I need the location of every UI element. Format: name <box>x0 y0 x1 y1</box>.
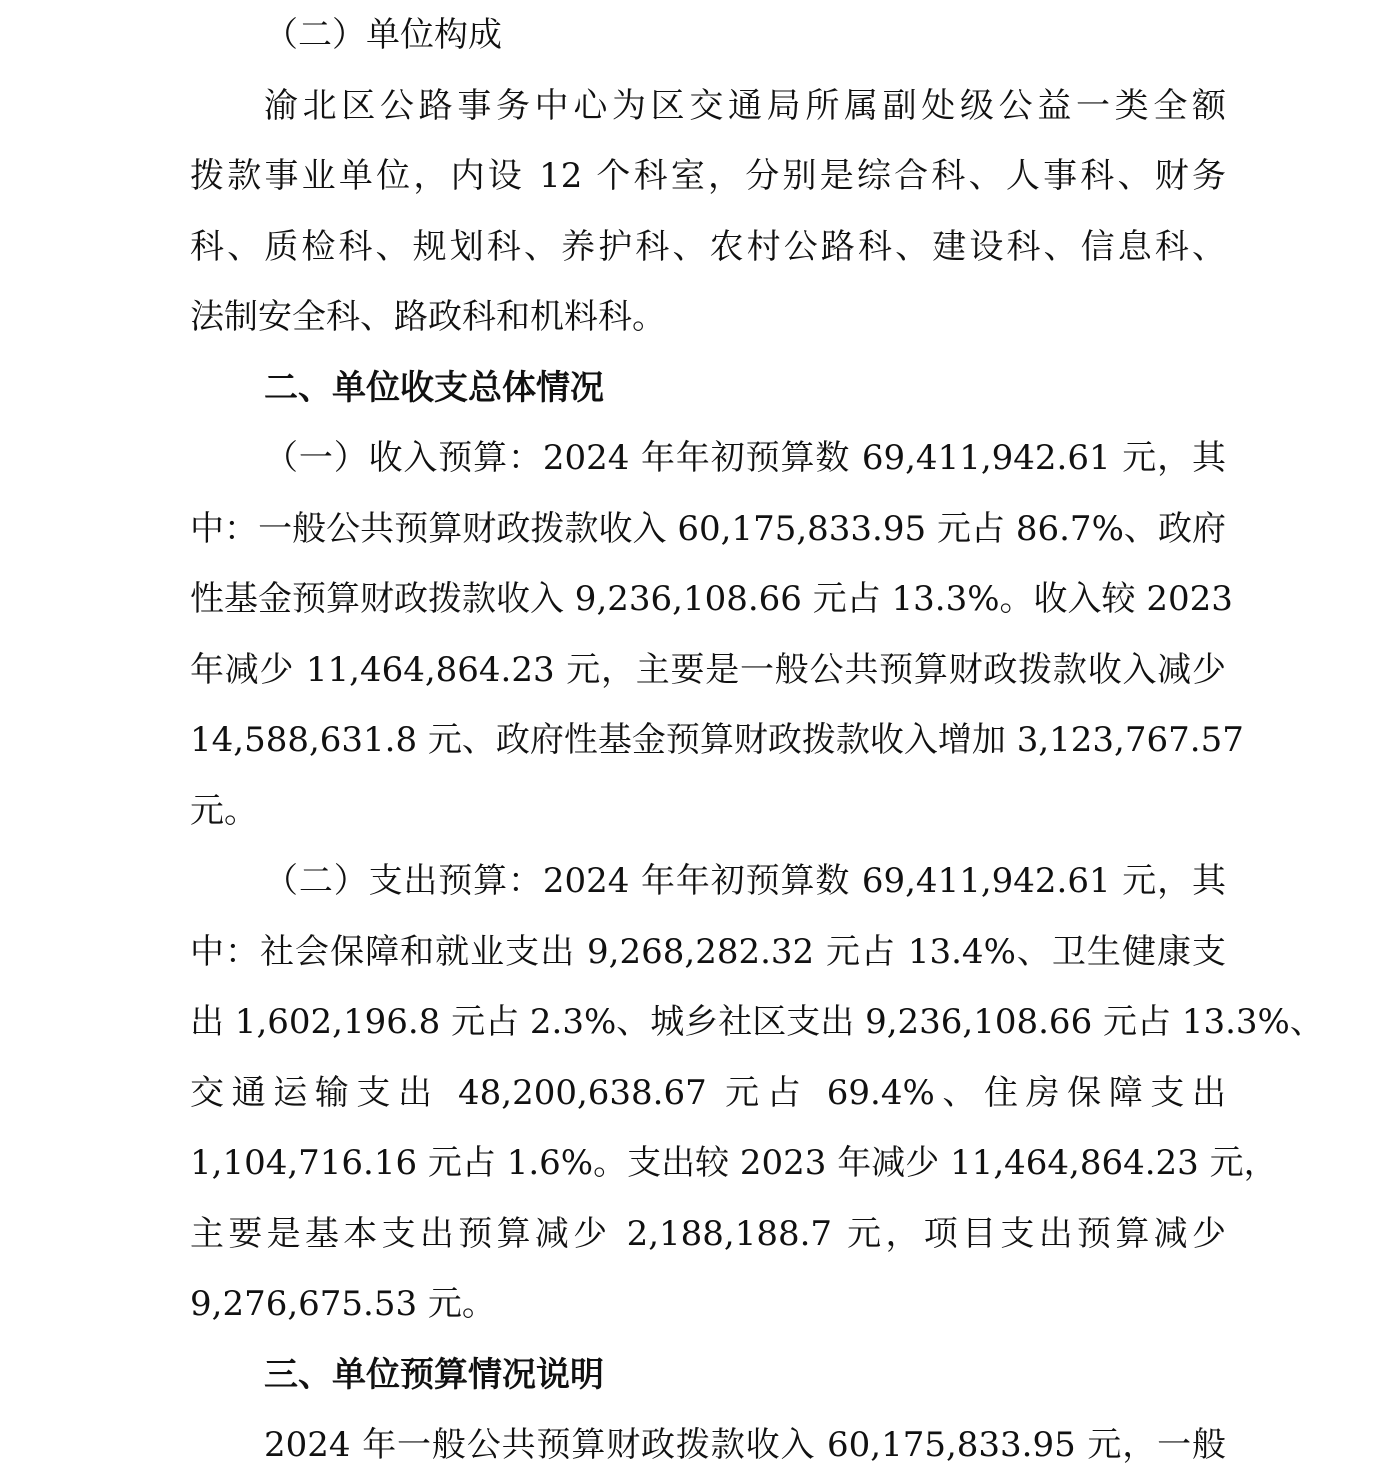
paragraph-line: 法制安全科、路政科和机料科。 <box>190 297 666 337</box>
paragraph-line: 年减少 11,464,864.23 元，主要是一般公共预算财政拨款收入减少 <box>190 649 1226 690</box>
paragraph-expenditure-budget <box>190 846 1324 1340</box>
paragraph-line: （二）支出预算：2024 年年初预算数 69,411,942.61 元，其 <box>264 861 1226 901</box>
paragraph-line: 2024 年一般公共预算财政拨款收入 60,175,833.95 元，一般 <box>264 1425 1226 1465</box>
paragraph-general-budget <box>190 1410 1226 1481</box>
section-heading-budget-explanation: 三、单位预算情况说明 <box>264 1354 604 1395</box>
paragraph-line: 拨款事业单位，内设 12 个科室，分别是综合科、人事科、财务 <box>190 156 1226 196</box>
paragraph-line: 中：一般公共预算财政拨款收入 60,175,833.95 元占 86.7%、政府 <box>190 508 1226 549</box>
paragraph-line: 出 1,602,196.8 元占 2.3%、城乡社区支出 9,236,108.66 元占 13.3%、 <box>190 1002 1324 1042</box>
paragraph-line: 1,104,716.16 元占 1.6%。支出较 2023 年减少 11,464,864.23 元， <box>190 1143 1278 1183</box>
paragraph-line: 交通运输支出 48,200,638.67 元占 69.4%、住房保障支出 <box>190 1072 1226 1113</box>
document-page <box>190 0 1324 1481</box>
paragraph-line: 中：社会保障和就业支出 9,268,282.32 元占 13.4%、卫生健康支 <box>190 931 1226 972</box>
paragraph-line: 9,276,675.53 元。 <box>190 1284 496 1324</box>
paragraph-line: 渝北区公路事务中心为区交通局所属副处级公益一类全额 <box>264 85 1226 126</box>
section-heading-unit-composition: （二）单位构成 <box>264 15 502 55</box>
paragraph-line: 14,588,631.8 元、政府性基金预算财政拨款收入增加 3,123,767.57 <box>190 720 1244 760</box>
paragraph-line: 主要是基本支出预算减少 2,188,188.7 元，项目支出预算减少 <box>190 1213 1226 1254</box>
paragraph-line: 元。 <box>190 790 258 831</box>
paragraph-income-budget <box>190 423 1244 846</box>
paragraph-unit-composition <box>190 71 1226 353</box>
paragraph-line: 性基金预算财政拨款收入 9,236,108.66 元占 13.3%。收入较 2023 <box>190 579 1233 619</box>
section-heading-budget-overview: 二、单位收支总体情况 <box>264 367 604 408</box>
paragraph-line: 科、质检科、规划科、养护科、农村公路科、建设科、信息科、 <box>190 226 1226 267</box>
paragraph-line: （一）收入预算：2024 年年初预算数 69,411,942.61 元，其 <box>264 438 1226 478</box>
